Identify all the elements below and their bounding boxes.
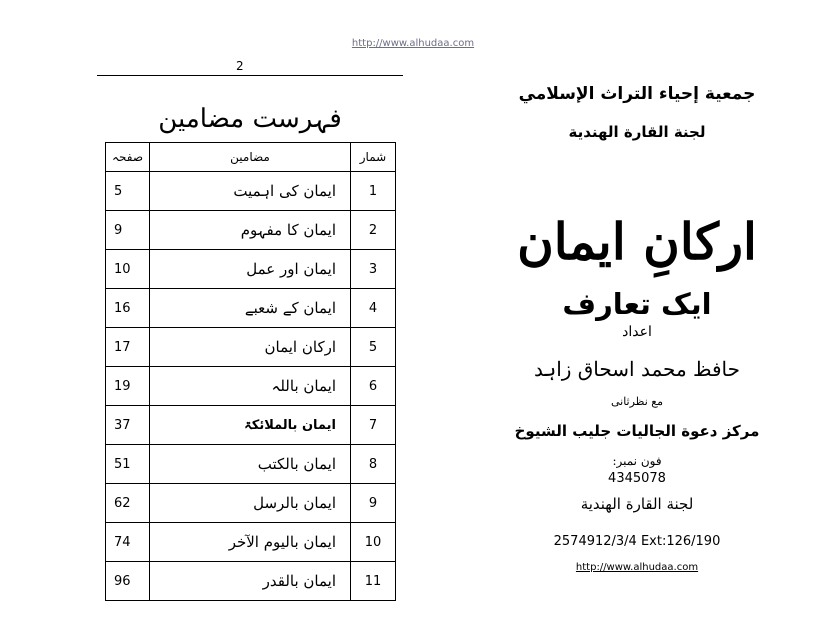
toc-page: 37	[106, 406, 150, 445]
toc-entry-number: 11	[351, 562, 396, 601]
toc-entry-number: 5	[351, 328, 396, 367]
toc-entry-number: 7	[351, 406, 396, 445]
table-row	[106, 289, 396, 328]
toc-entry-title: ایمان بالرسل	[150, 484, 351, 523]
toc-entry-title: ایمان باللہ	[150, 367, 351, 406]
toc-entry-title: ایمان بالکتب	[150, 445, 351, 484]
toc-entry-number: 6	[351, 367, 396, 406]
table-row	[106, 484, 396, 523]
phone-number: 4345078	[608, 471, 666, 486]
table-row	[106, 250, 396, 289]
author-name: حافظ محمد اسحاق زاہد	[533, 357, 741, 381]
toc-entry-title: ارکان ایمان	[150, 328, 351, 367]
toc-header-row	[106, 143, 396, 172]
toc-page: 9	[106, 211, 150, 250]
table-row	[106, 367, 396, 406]
toc-entry-title: ایمان کے شعبے	[150, 289, 351, 328]
toc-page: 96	[106, 562, 150, 601]
toc-entry-title: ایمان بالیوم الآخر	[150, 523, 351, 562]
committee-name-footer: لجنة القارة الهندية	[580, 495, 694, 513]
table-row	[106, 445, 396, 484]
table-row	[106, 211, 396, 250]
phone-label: فون نمبر:	[612, 454, 662, 468]
reviewed-by-label: مع نظرثانی	[610, 395, 664, 408]
toc-entry-title: ایمان بالملائکۃ	[150, 406, 351, 445]
committee-name: لجنة القارة الهندية	[568, 123, 706, 141]
toc-page: 51	[106, 445, 150, 484]
toc-entry-title: ایمان کا مفہوم	[150, 211, 351, 250]
toc-page: 10	[106, 250, 150, 289]
toc-table	[105, 142, 396, 601]
toc-page: 5	[106, 172, 150, 211]
toc-page: 17	[106, 328, 150, 367]
publisher-center-name: مركز دعوة الجاليات جليب الشيوخ	[514, 422, 760, 440]
table-row	[106, 523, 396, 562]
prepared-by-label: اعداد	[622, 324, 652, 340]
toc-entry-number: 9	[351, 484, 396, 523]
toc-entry-number: 10	[351, 523, 396, 562]
book-title: ارکانِ ایمان	[517, 212, 757, 271]
toc-entry-number: 3	[351, 250, 396, 289]
toc-page: 19	[106, 367, 150, 406]
table-row	[106, 328, 396, 367]
toc-entry-number: 2	[351, 211, 396, 250]
toc-col-title: مضامین	[150, 143, 351, 172]
footer-url-link[interactable]: http://www.alhudaa.com	[575, 562, 699, 573]
toc-entry-number: 8	[351, 445, 396, 484]
toc-entry-title: ایمان اور عمل	[150, 250, 351, 289]
toc-col-num: شمار	[351, 143, 396, 172]
header-url-link[interactable]: http://www.alhudaa.com	[351, 38, 475, 49]
table-row	[106, 172, 396, 211]
header-divider	[97, 75, 403, 76]
toc-col-page: صفحہ	[106, 143, 150, 172]
toc-page: 74	[106, 523, 150, 562]
page-number: 2	[236, 59, 244, 73]
organization-name: جمعية إحياء التراث الإسلامي	[518, 84, 756, 104]
toc-page: 16	[106, 289, 150, 328]
table-row	[106, 562, 396, 601]
toc-entry-number: 1	[351, 172, 396, 211]
toc-title: فہرست مضامین	[158, 104, 342, 134]
table-row	[106, 406, 396, 445]
toc-entry-title: ایمان بالقدر	[150, 562, 351, 601]
toc-page: 62	[106, 484, 150, 523]
phone-extensions: 2574912/3/4 Ext:126/190	[553, 534, 721, 549]
book-subtitle: ایک تعارف	[562, 287, 712, 321]
toc-entry-number: 4	[351, 289, 396, 328]
toc-entry-title: ایمان کی اہمیت	[150, 172, 351, 211]
